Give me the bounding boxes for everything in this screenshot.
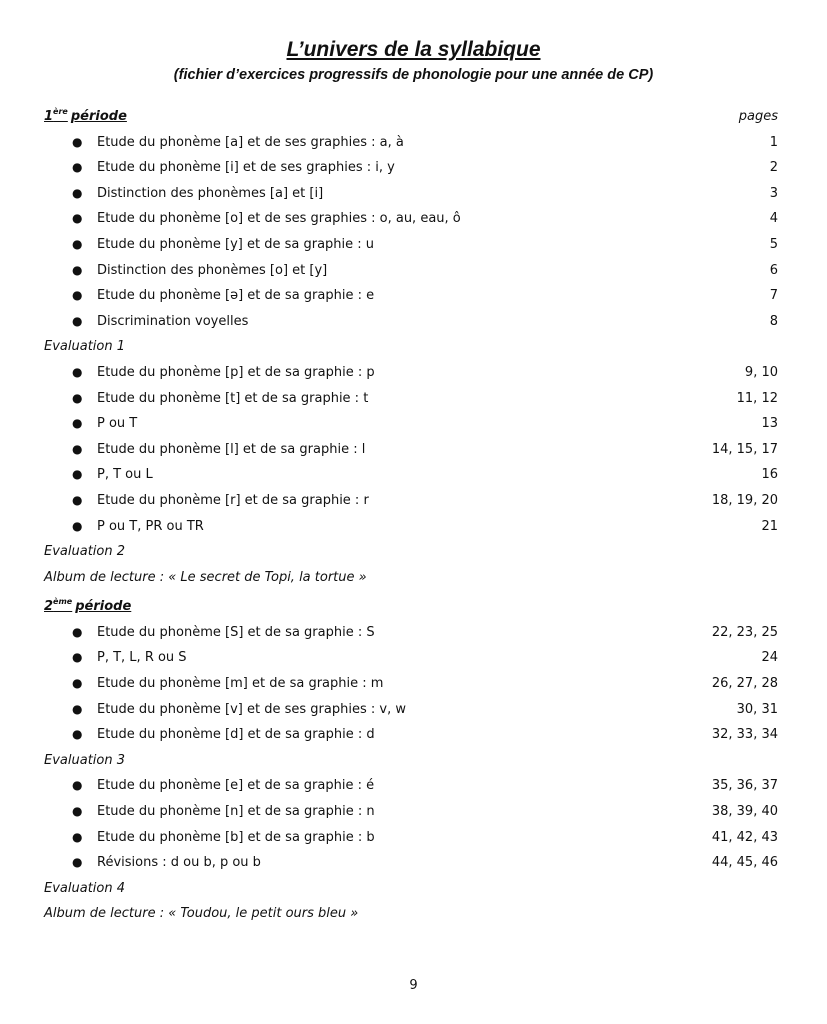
list-item-text: Distinction des phonèmes [a] et [i] <box>97 185 324 201</box>
list-item <box>44 309 778 335</box>
list-item-pages: 41, 42, 43 <box>711 829 778 845</box>
period-2-label: période <box>75 599 132 615</box>
list-item-pages: 1 <box>769 134 778 150</box>
list-item <box>44 645 778 671</box>
period-1-ordinal-sup: ère <box>53 107 68 116</box>
bullet-icon: ● <box>72 829 83 844</box>
list-item-pages: 4 <box>769 211 778 227</box>
bullet-icon: ● <box>72 624 83 639</box>
bullet-icon: ● <box>72 262 83 277</box>
page-number: 9 <box>409 978 418 993</box>
bullet-icon: ● <box>72 701 83 716</box>
document-title: L’univers de la syllabique <box>286 38 541 61</box>
period-2-ordinal: 2 <box>44 599 54 615</box>
bullet-icon: ● <box>72 804 83 819</box>
list-item-text: P ou T, PR ou TR <box>97 518 204 534</box>
list-item-text: P, T, L, R ou S <box>97 650 187 666</box>
list-item-text: Etude du phonème [e] et de sa graphie : é <box>97 778 375 794</box>
album-2: Album de lecture : « Toudou, le petit ours bleu » <box>44 906 359 922</box>
list-item-pages: 22, 23, 25 <box>711 624 778 640</box>
list-item-pages: 14, 15, 17 <box>711 441 778 457</box>
list-item-text: Etude du phonème [a] et de ses graphies : a, à <box>97 134 404 150</box>
period-1-ordinal: 1 <box>44 109 54 124</box>
bullet-icon: ● <box>72 134 83 149</box>
list-item-text: Etude du phonème [i] et de ses graphies : i, y <box>97 160 395 176</box>
bullet-icon: ● <box>72 160 83 175</box>
list-item <box>44 130 778 156</box>
list-item-pages: 13 <box>761 416 778 432</box>
album-1: Album de lecture : « Le secret de Topi, la tortue » <box>44 569 367 585</box>
list-item-text: Etude du phonème [p] et de sa graphie : p <box>97 364 375 380</box>
list-item-text: Etude du phonème [r] et de sa graphie : r <box>97 492 369 508</box>
list-item <box>44 386 778 412</box>
evaluation-3: Evaluation 3 <box>44 752 125 768</box>
list-item-pages: 7 <box>769 288 778 304</box>
list-item <box>44 850 778 876</box>
list-item <box>44 799 778 825</box>
bullet-icon: ● <box>72 650 83 665</box>
list-item-text: Etude du phonème [m] et de sa graphie : m <box>97 676 384 692</box>
period-1-list-a <box>44 130 778 335</box>
list-item-pages: 30, 31 <box>736 701 778 717</box>
period-2-ordinal-sup: ème <box>53 597 73 607</box>
period-1-heading-row <box>44 104 778 130</box>
list-item <box>44 488 778 514</box>
list-item-text: Distinction des phonèmes [o] et [y] <box>97 262 328 278</box>
list-item-text: Etude du phonème [t] et de sa graphie : t <box>97 390 369 406</box>
list-item <box>44 206 778 232</box>
list-item-text: P ou T <box>97 416 138 432</box>
period-1-heading <box>44 109 127 124</box>
period-2-heading-row <box>44 594 778 620</box>
list-item-pages: 38, 39, 40 <box>711 804 778 820</box>
list-item <box>44 722 778 748</box>
list-item <box>44 620 778 646</box>
list-item <box>44 514 778 540</box>
list-item <box>44 360 778 386</box>
list-item-text: P, T ou L <box>97 467 153 483</box>
list-item <box>44 258 778 284</box>
list-item-pages: 26, 27, 28 <box>711 676 778 692</box>
period-1-label: période <box>70 109 127 124</box>
list-item-pages: 16 <box>761 467 778 483</box>
list-item-pages: 24 <box>761 650 778 666</box>
list-item <box>44 181 778 207</box>
bullet-icon: ● <box>72 288 83 303</box>
list-item-pages: 44, 45, 46 <box>711 855 778 871</box>
evaluation-4: Evaluation 4 <box>44 880 125 896</box>
bullet-icon: ● <box>72 492 83 507</box>
bullet-icon: ● <box>72 855 83 870</box>
bullet-icon: ● <box>72 313 83 328</box>
list-item-text: Etude du phonème [v] et de ses graphies : v, w <box>97 701 406 717</box>
period-2-list-a <box>44 620 778 748</box>
list-item-text: Etude du phonème [n] et de sa graphie : n <box>97 804 375 820</box>
list-item <box>44 437 778 463</box>
list-item-text: Etude du phonème [o] et de ses graphies : o, au, eau, ô <box>97 211 461 227</box>
list-item-pages: 11, 12 <box>736 390 778 406</box>
list-item <box>44 671 778 697</box>
list-item-text: Etude du phonème [S] et de sa graphie : S <box>97 624 375 640</box>
bullet-icon: ● <box>72 211 83 226</box>
bullet-icon: ● <box>72 467 83 482</box>
list-item-text: Etude du phonème [y] et de sa graphie : u <box>97 236 375 252</box>
list-item-text: Révisions : d ou b, p ou b <box>97 855 261 871</box>
list-item-pages: 35, 36, 37 <box>711 778 778 794</box>
list-item-pages: 21 <box>761 518 778 534</box>
evaluation-1: Evaluation 1 <box>44 339 125 355</box>
bullet-icon: ● <box>72 441 83 456</box>
bullet-icon: ● <box>72 778 83 793</box>
bullet-icon: ● <box>72 364 83 379</box>
evaluation-2: Evaluation 2 <box>44 544 125 560</box>
list-item-pages: 9, 10 <box>744 364 778 380</box>
bullet-icon: ● <box>72 518 83 533</box>
list-item-text: Etude du phonème [ə] et de sa graphie : e <box>97 288 375 304</box>
bullet-icon: ● <box>72 390 83 405</box>
list-item-pages: 5 <box>769 236 778 252</box>
period-2-list-b <box>44 773 778 875</box>
table-of-contents <box>44 104 778 927</box>
period-2-heading <box>44 599 131 614</box>
list-item-pages: 18, 19, 20 <box>711 492 778 508</box>
list-item-pages: 3 <box>769 185 778 201</box>
list-item <box>44 283 778 309</box>
list-item <box>44 155 778 181</box>
bullet-icon: ● <box>72 676 83 691</box>
list-item-text: Etude du phonème [l] et de sa graphie : l <box>97 441 366 457</box>
list-item <box>44 697 778 723</box>
list-item-pages: 6 <box>769 262 778 278</box>
document-subtitle: (fichier d’exercices progressifs de phonologie pour une année de CP) <box>173 67 654 83</box>
list-item <box>44 232 778 258</box>
bullet-icon: ● <box>72 727 83 742</box>
list-item <box>44 462 778 488</box>
list-item-text: Etude du phonème [b] et de sa graphie : b <box>97 829 375 845</box>
list-item <box>44 773 778 799</box>
period-1-list-b <box>44 360 778 539</box>
bullet-icon: ● <box>72 416 83 431</box>
pages-column-heading: pages <box>738 109 778 124</box>
bullet-icon: ● <box>72 185 83 200</box>
list-item-text: Discrimination voyelles <box>97 313 249 329</box>
list-item <box>44 825 778 851</box>
list-item <box>44 411 778 437</box>
list-item-pages: 2 <box>769 160 778 176</box>
bullet-icon: ● <box>72 236 83 251</box>
list-item-pages: 32, 33, 34 <box>711 727 778 743</box>
list-item-text: Etude du phonème [d] et de sa graphie : d <box>97 727 375 743</box>
list-item-pages: 8 <box>769 313 778 329</box>
